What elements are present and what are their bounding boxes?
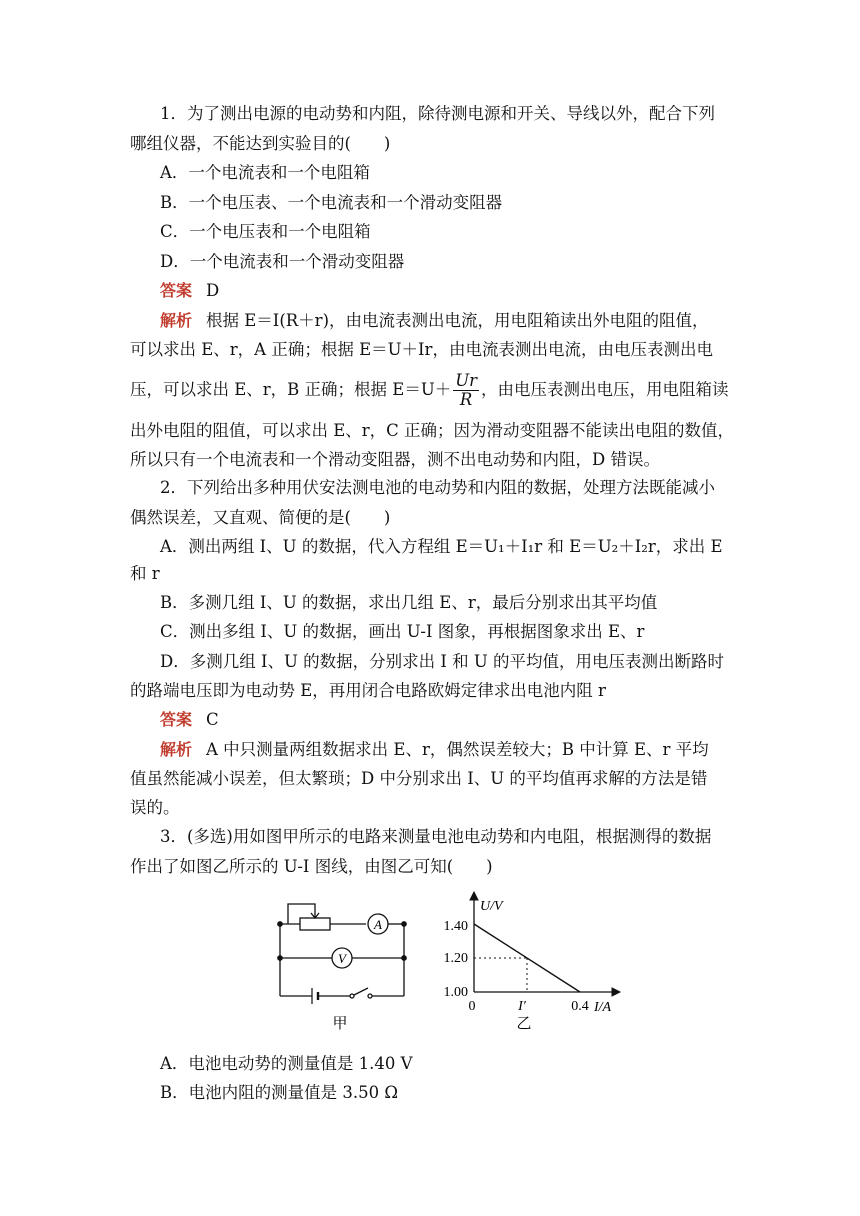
q2-option-b: B．多测几组 I、U 的数据，求出几组 E、r，最后分别求出其平均值	[160, 593, 658, 612]
q3-option-b: B．电池内阻的测量值是 3.50 Ω	[160, 1083, 399, 1102]
q1-analysis-line5: 所以只有一个电流表和一个滑动变阻器，测不出电动势和内阻，D 错误。	[130, 450, 660, 469]
fraction-numerator: Ur	[455, 371, 478, 390]
q2-option-c: C．测出多组 I、U 的数据，画出 U-I 图象，再根据图象求出 E、r	[160, 622, 645, 641]
q3-option-a: A．电池电动势的测量值是 1.40 V	[160, 1054, 413, 1073]
voltmeter-label: V	[338, 951, 346, 966]
q3-stem-line2: 作出了如图乙所示的 U-I 图线，由图乙可知( )	[130, 857, 493, 876]
q2-option-d-line2: 的路端电压即为电动势 E，再用闭合电路欧姆定律求出电池内阻 r	[130, 681, 606, 700]
switch-icon	[350, 994, 354, 998]
fraction-denominator: R	[459, 390, 473, 409]
q1-analysis-line4: 出外电阻的阻值，可以求出 E、r，C 正确；因为滑动变阻器不能读出电阻的数值，	[130, 421, 735, 440]
q1-stem-line2: 哪组仪器，不能达到实验目的( )	[130, 134, 391, 153]
analysis-text: 根据 E＝I(R＋r)，由电流表测出电流，用电阻箱读出外电阻的阻值，	[206, 311, 709, 330]
q1-option-a: A．一个电流表和一个电阻箱	[160, 163, 370, 182]
q1-option-c: C．一个电压表和一个电阻箱	[160, 222, 371, 241]
q2-answer	[160, 709, 219, 731]
q2-option-a-line1: A．测出两组 I、U 的数据，代入方程组 E＝U₁＋I₁r 和 E＝U₂＋I₂r，求出 E	[160, 537, 723, 556]
q1-option-d: D．一个电流表和一个滑动变阻器	[160, 252, 405, 271]
q1-stem-line1: 1．为了测出电源的电动势和内阻，除待测电源和开关、导线以外，配合下列	[160, 104, 715, 123]
x-tick-label: I′	[518, 999, 526, 1014]
q1-analysis-line2: 可以求出 E、r，A 正确；根据 E＝U＋Ir，由电流表测出电流，由电压表测出电	[130, 340, 713, 359]
answer-label: 答案	[160, 710, 193, 729]
q3-stem-line1: 3．(多选)用如图甲所示的电路来测量电池电动势和内电阻，根据测得的数据	[160, 827, 712, 846]
q1-analysis-line1	[160, 310, 709, 332]
analysis-label: 解析	[160, 740, 193, 759]
rheostat-slider	[288, 904, 315, 924]
q2-analysis-line1	[160, 739, 709, 761]
q1-answer	[160, 280, 219, 302]
analysis-text: A 中只测量两组数据求出 E、r，偶然误差较大；B 中计算 E、r 平均	[206, 740, 709, 759]
analysis-text: 压，可以求出 E、r，B 正确；根据 E＝U＋	[130, 380, 452, 399]
q2-analysis-line2: 值虽然能减小误差，但太繁琐；D 中分别求出 I、U 的平均值再求解的方法是错	[130, 769, 708, 788]
y-tick-label: 1.40	[443, 919, 468, 934]
q1-option-b: B．一个电压表、一个电流表和一个滑动变阻器	[160, 193, 503, 212]
answer-value: D	[206, 281, 220, 300]
y-tick-label: 1.20	[443, 951, 468, 966]
answer-value: C	[206, 710, 219, 729]
q2-stem-line2: 偶然误差，又直观、简便的是( )	[130, 508, 391, 527]
q2-option-a-line2: 和 r	[130, 564, 160, 583]
x-axis-arrow	[612, 988, 620, 996]
analysis-label: 解析	[160, 311, 193, 330]
y-tick-label: 1.00	[443, 985, 468, 1000]
y-axis-label: U/V	[480, 899, 503, 914]
analysis-text: ，由电压表测出电压，用电阻箱读	[481, 380, 729, 399]
q2-option-d-line1: D．多测几组 I、U 的数据，分别求出 I 和 U 的平均值，用电压表测出断路时	[160, 652, 725, 671]
caption-left: 甲	[332, 1016, 348, 1032]
y-axis-arrow	[470, 892, 478, 900]
x-axis-label: I/A	[594, 1000, 612, 1015]
x-tick-label: 0.4	[571, 999, 589, 1014]
x-tick-label: 0	[468, 999, 476, 1014]
q2-analysis-line3: 误的。	[130, 798, 180, 817]
q2-stem-line1: 2．下列给出多种用伏安法测电池的电动势和内阻的数据，处理方法既能减小	[160, 478, 715, 497]
answer-label: 答案	[160, 281, 193, 300]
q1-analysis-line3	[130, 372, 729, 409]
q3-figure	[268, 888, 628, 1038]
fraction-ur-over-r	[453, 372, 479, 409]
rheostat-icon	[300, 918, 330, 930]
ammeter-label: A	[374, 917, 382, 932]
caption-right: 乙	[516, 1016, 532, 1032]
